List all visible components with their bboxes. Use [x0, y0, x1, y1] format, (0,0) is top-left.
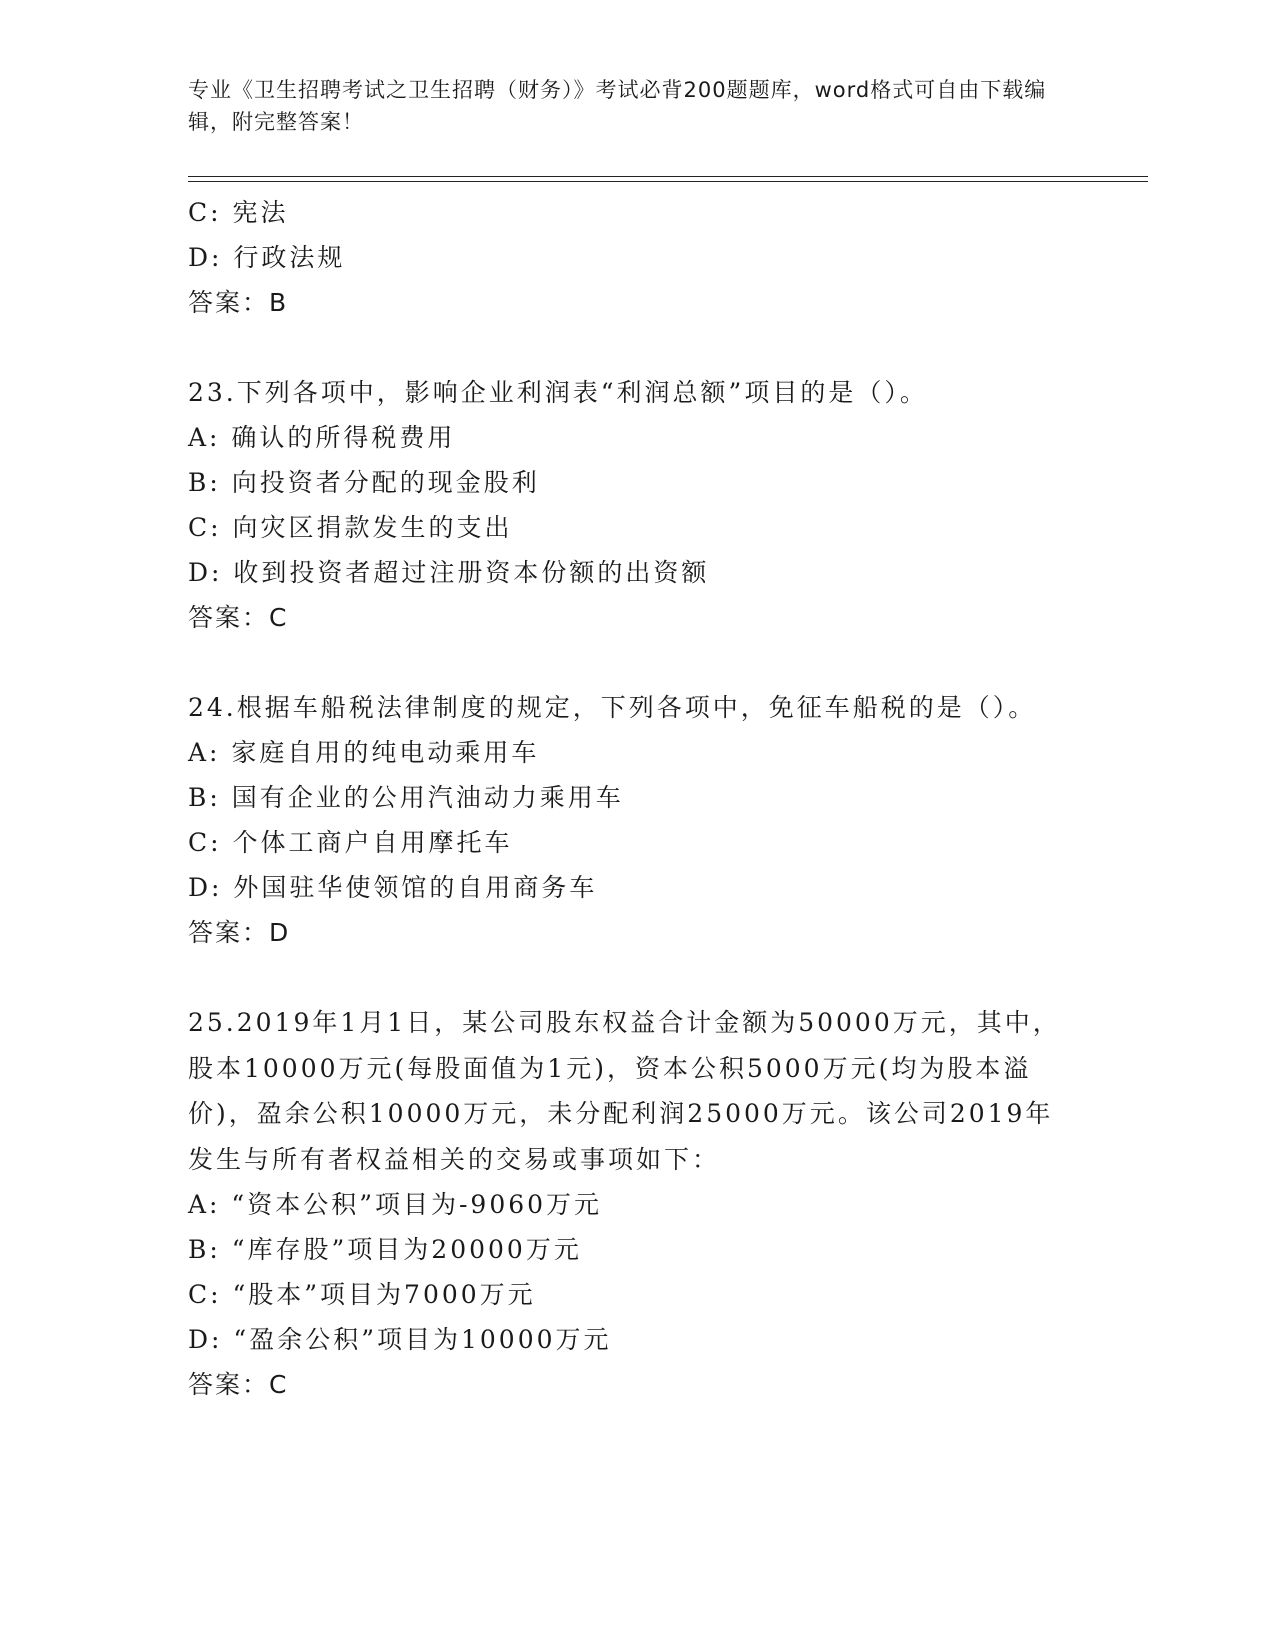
- header-rule-bottom: [188, 181, 1148, 182]
- question-22-tail: [188, 190, 1068, 325]
- option-b: B: 国有企业的公用汽油动力乘用车: [188, 783, 624, 812]
- option-b: B: “库存股”项目为20000万元: [188, 1235, 582, 1264]
- option-a: A: “资本公积”项目为-9060万元: [188, 1190, 603, 1219]
- option-d: D: “盈余公积”项目为10000万元: [188, 1325, 612, 1354]
- question-stem: 24.根据车船税法律制度的规定，下列各项中，免征车船税的是（）。: [188, 693, 1037, 722]
- answer: 答案：C: [188, 1370, 289, 1399]
- header-rule-top: [188, 176, 1148, 177]
- spacer: [188, 325, 1068, 370]
- answer: 答案：C: [188, 603, 289, 632]
- spacer: [188, 955, 1068, 1000]
- document-header: 专业《卫生招聘考试之卫生招聘（财务）》考试必背200题题库，word格式可自由下载编辑，附完整答案！: [188, 78, 1047, 134]
- option-a: A: 家庭自用的纯电动乘用车: [188, 738, 540, 767]
- question-23: [188, 370, 1068, 640]
- option-c: C: “股本”项目为7000万元: [188, 1280, 536, 1309]
- question-stem: 25.2019年1月1日，某公司股东权益合计金额为50000万元，其中，股本10000万元(每股面值为1元)，资本公积5000万元(均为股本溢价)，盈余公积10000万元，未分配利润25000万元。该公司2019年发生与所有者权益相关的交易或事项如下：: [188, 1008, 1061, 1174]
- option-d: D: 行政法规: [188, 243, 346, 272]
- spacer: [188, 640, 1068, 685]
- option-c: C: 向灾区捐款发生的支出: [188, 513, 513, 542]
- option-d: D: 外国驻华使领馆的自用商务车: [188, 873, 598, 902]
- option-c: C: 个体工商户自用摩托车: [188, 828, 513, 857]
- question-stem: 23.下列各项中，影响企业利润表“利润总额”项目的是（）。: [188, 378, 928, 407]
- document-body: [188, 190, 1068, 1407]
- option-c: C: 宪法: [188, 198, 289, 227]
- option-d: D: 收到投资者超过注册资本份额的出资额: [188, 558, 710, 587]
- option-b: B: 向投资者分配的现金股利: [188, 468, 540, 497]
- question-24: [188, 685, 1068, 955]
- option-a: A: 确认的所得税费用: [188, 423, 456, 452]
- answer: 答案：D: [188, 918, 291, 947]
- question-25: [188, 1000, 1068, 1407]
- answer: 答案：B: [188, 288, 289, 317]
